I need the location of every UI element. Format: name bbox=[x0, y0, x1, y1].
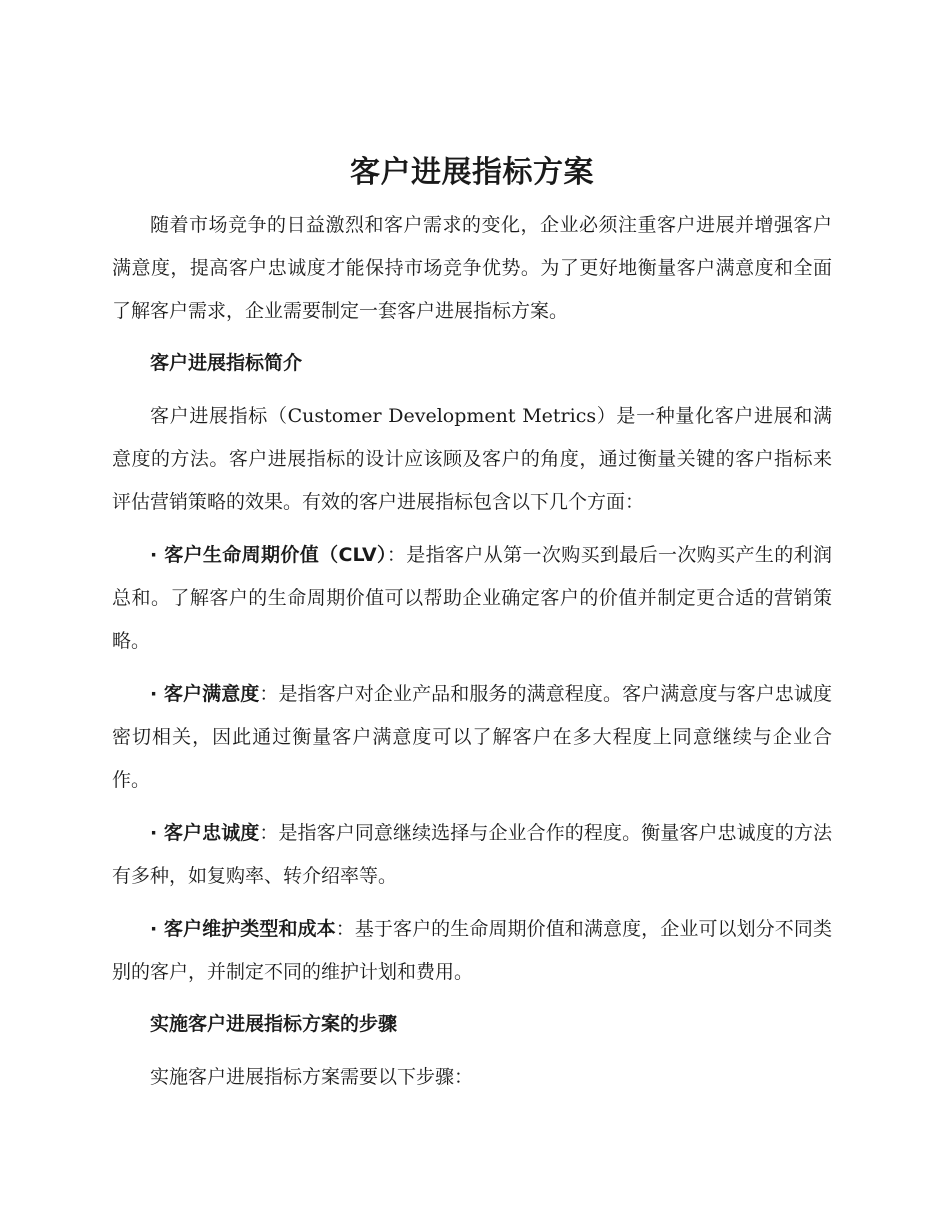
bullet-item-maintenance bbox=[112, 908, 832, 994]
bullet-item-satisfaction bbox=[112, 673, 832, 802]
bullet-label: · 客户忠诚度 bbox=[150, 822, 260, 844]
intro-paragraph: 随着市场竞争的日益激烈和客户需求的变化，企业必须注重客户进展并增强客户满意度，提高客户忠诚度才能保持市场竞争优势。为了更好地衡量客户满意度和全面了解客户需求，企业需要制定一套客户进展指标方案。 bbox=[112, 214, 832, 322]
document-title: 客户进展指标方案 bbox=[350, 155, 594, 190]
bullet-text: ：基于客户的生命周期价值和满意度，企业可以划分不同类别的客户，并制定不同的维护计划和费用。 bbox=[112, 918, 832, 983]
bullet-label: · 客户满意度 bbox=[150, 683, 260, 705]
section-heading-intro: 客户进展指标简介 bbox=[150, 352, 303, 374]
bullet-text: ：是指客户从第一次购买到最后一次购买产生的利润总和。了解客户的生命周期价值可以帮助企业确定客户的价值并制定更合适的营销策略。 bbox=[112, 544, 832, 652]
bullet-item-loyalty bbox=[112, 812, 832, 898]
section-heading-steps: 实施客户进展指标方案的步骤 bbox=[150, 1013, 398, 1035]
bullet-text: ：是指客户对企业产品和服务的满意程度。客户满意度与客户忠诚度密切相关，因此通过衡量客户满意度可以了解客户在多大程度上同意继续与企业合作。 bbox=[112, 683, 832, 791]
bullet-item-clv bbox=[112, 534, 832, 663]
bullet-text: ：是指客户同意继续选择与企业合作的程度。衡量客户忠诚度的方法有多种，如复购率、转介绍率等。 bbox=[112, 822, 832, 887]
section-paragraph-intro: 客户进展指标（Customer Development Metrics）是一种量化客户进展和满意度的方法。客户进展指标的设计应该顾及客户的角度，通过衡量关键的客户指标来评估营销策略的效果。有效的客户进展指标包含以下几个方面： bbox=[112, 405, 832, 513]
bullet-label: · 客户生命周期价值（CLV） bbox=[150, 544, 387, 566]
section-paragraph-steps: 实施客户进展指标方案需要以下步骤： bbox=[150, 1066, 474, 1088]
bullet-label: · 客户维护类型和成本 bbox=[150, 918, 336, 940]
document-page bbox=[112, 148, 832, 1099]
